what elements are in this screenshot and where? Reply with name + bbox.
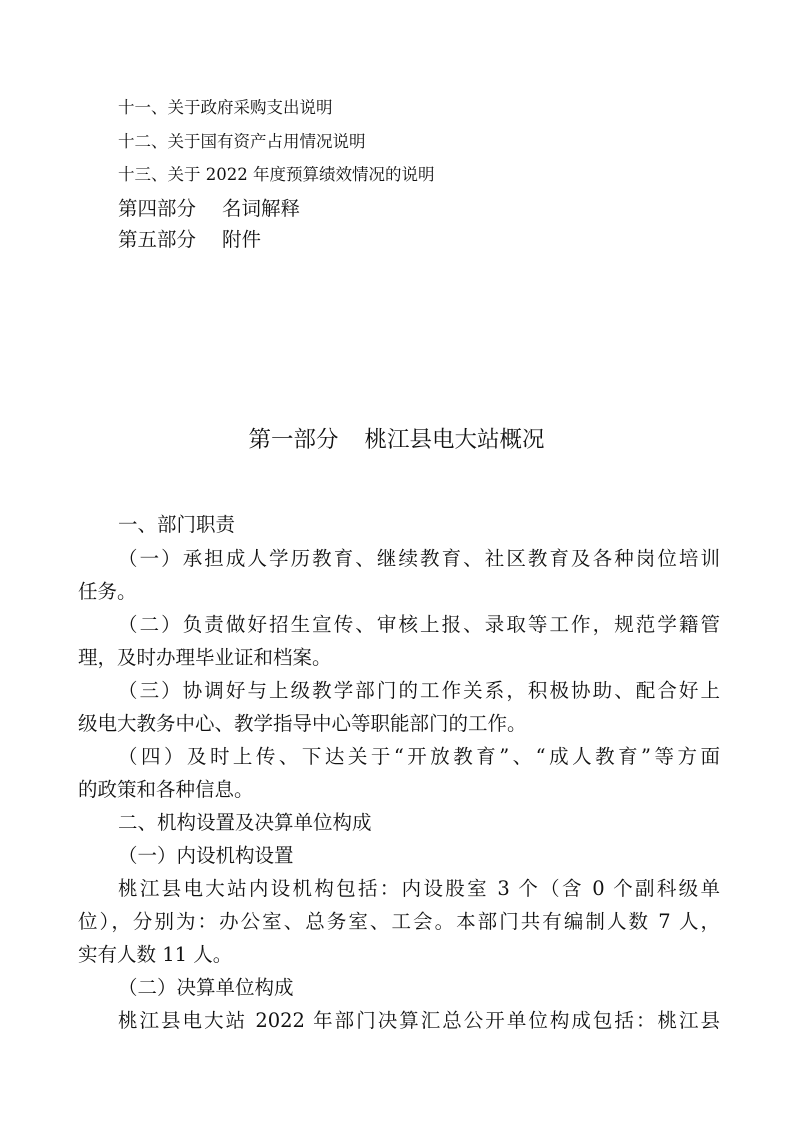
section-heading-title: 桃江县电大站概况	[364, 427, 545, 453]
paragraph-1-line-2: 任务。	[78, 580, 137, 603]
toc-part-5-title: 附件	[222, 228, 262, 251]
toc-part-4	[118, 197, 300, 221]
toc-part-4-number: 第四部分	[118, 197, 197, 220]
paragraph-2-line-1: （二）负责做好招生宣传、审核上报、录取等工作，规范学籍管	[118, 613, 720, 636]
paragraph-5-line-3: 实有人数 11 人。	[78, 943, 233, 966]
paragraph-6-line-1: 桃江县电大站 2022 年部门决算汇总公开单位构成包括：桃江县	[118, 1009, 720, 1032]
toc-part-5	[118, 228, 261, 252]
subheading-budget-units: （二）决算单位构成	[118, 976, 294, 999]
heading-org-structure: 二、机构设置及决算单位构成	[118, 811, 372, 834]
section-heading	[0, 426, 793, 454]
paragraph-4-line-1: （四）及时上传、下达关于“开放教育”、“成人教育”等方面	[118, 745, 720, 768]
toc-part-5-number: 第五部分	[118, 228, 197, 251]
paragraph-3-line-1: （三）协调好与上级教学部门的工作关系，积极协助、配合好上	[118, 679, 720, 702]
paragraph-3-line-2: 级电大教务中心、教学指导中心等职能部门的工作。	[78, 712, 527, 735]
toc-part-4-title: 名词解释	[222, 197, 301, 220]
paragraph-5-line-2: 位），分别为：办公室、总务室、工会。本部门共有编制人数 7 人，	[78, 910, 720, 933]
paragraph-1-line-1: （一）承担成人学历教育、继续教育、社区教育及各种岗位培训	[118, 547, 720, 570]
section-heading-number: 第一部分	[248, 427, 339, 453]
subheading-internal-org: （一）内设机构设置	[118, 844, 294, 867]
toc-item-13: 十三、关于 2022 年度预算绩效情况的说明	[118, 165, 435, 184]
paragraph-4-line-2: 的政策和各种信息。	[78, 778, 254, 801]
paragraph-5-line-1: 桃江县电大站内设机构包括：内设股室 3 个（含 0 个副科级单	[118, 877, 720, 900]
heading-dept-duties: 一、部门职责	[118, 513, 236, 536]
paragraph-2-line-2: 理，及时办理毕业证和档案。	[78, 646, 332, 669]
toc-item-12: 十二、关于国有资产占用情况说明	[118, 132, 366, 151]
toc-item-11: 十一、关于政府采购支出说明	[118, 98, 333, 117]
